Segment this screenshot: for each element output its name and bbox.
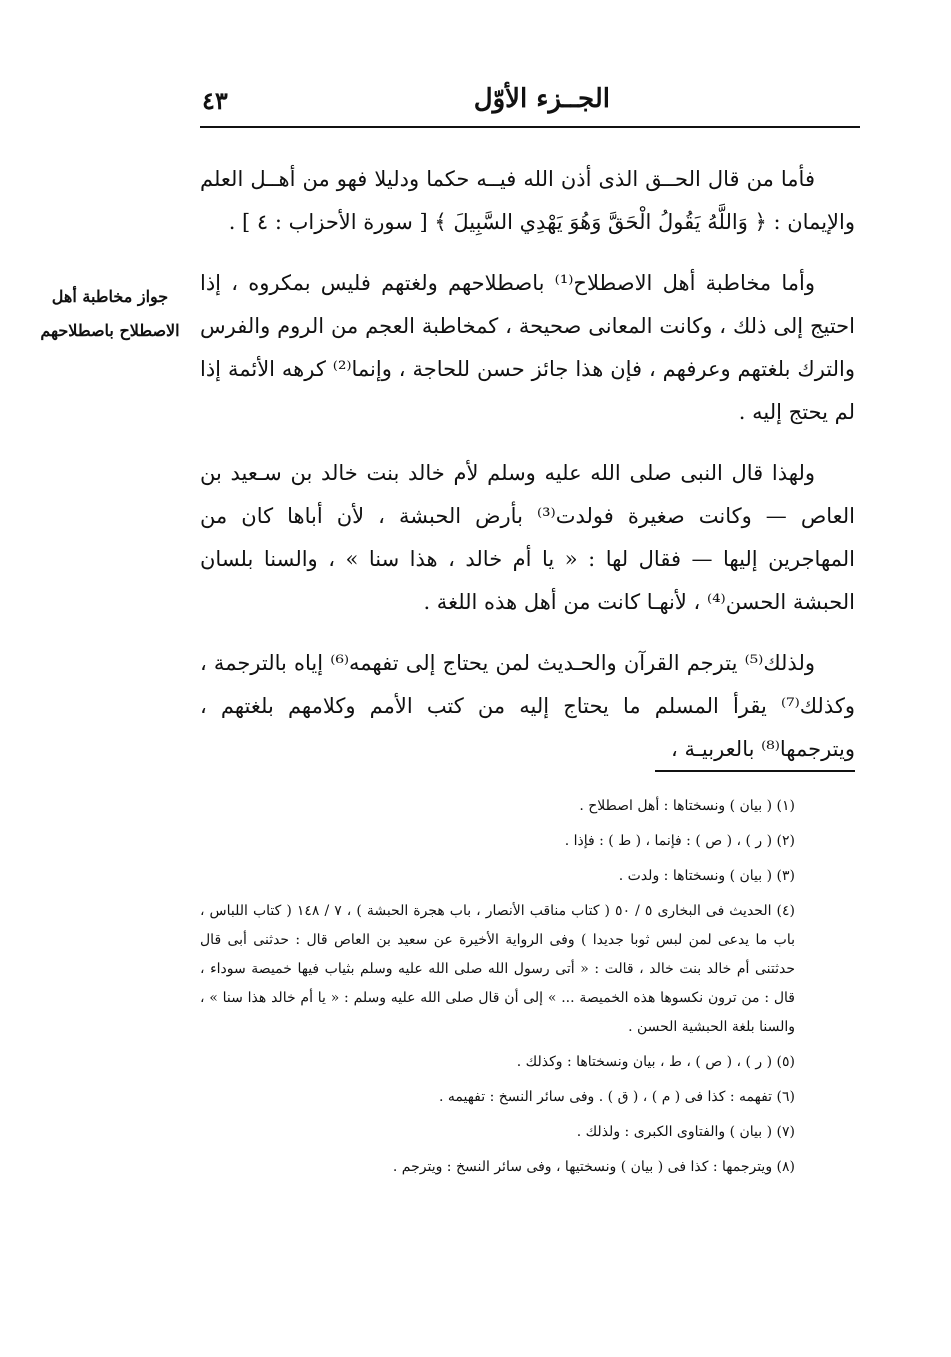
footnote: (٤) الحديث فى البخارى ٥ / ٥٠ ( كتاب مناقب الأنصار ، باب هجرة الحبشة ) ، ٧ / ١٤٨ ( كتاب اللباس ، باب ما يدعى لمن لبس ثوبا جديدا ) وفى الرواية الأخيرة عن سعيد بن العاص قال : حدثنى أبى قال حدثتنى أم خالد بنت خالد ، قالت : « أتى رسول الله صلى الله عليه وسلم بثياب فيها خميصة سوداء ، قال : من ترون نكسوها هذه الخميصة ... » إلى أن قال صلى الله عليه وسلم : « يا أم خالد هذا سنا » ، والسنا بلغة الحبشية الحسن . xyxy=(200,903,795,1035)
margin-note: جواز مخاطبة أهل الاصطلاح باصطلاحهم xyxy=(40,287,180,340)
body-paragraph: وأما مخاطبة أهل الاصطلاح⁽¹⁾ باصطلاحهم ولغتهم فليس بمكروه ، إذا احتيج إلى ذلك ، وكانت المعانى صحيحة ، كمخاطبة العجم من الروم والفرس والترك بلغتهم وعرفهم ، فإن هذا جائز حسن للحاجة ، وإنما⁽²⁾ كرهه الأئمة إذا لم يحتج إليه . xyxy=(200,271,856,424)
footnote: (٢) ( ر ) ، ( ص ) : فإنما ، ( ط ) : فإذا . xyxy=(564,833,795,849)
footnote: (٧) ( بيان ) والفتاوى الكبرى : ولذلك . xyxy=(576,1124,795,1140)
body-paragraph: فأما من قال الحــق الذى أذن الله فيــه حكما ودليلا فهو من أهــل العلم والإيمان : ﴿ وَاللَّهُ يَقُولُ الْحَقَّ وَهُوَ يَهْدِي السَّبِيلَ ﴾ [ سورة الأحزاب : ٤ ] . xyxy=(200,167,855,234)
footnote: (٨) ويترجمها : كذا فى ( بيان ) ونسختيها ، وفى سائر النسخ : ويترجم . xyxy=(392,1159,795,1175)
footnote: (١) ( بيان ) ونسختاها : أهل اصطلاح . xyxy=(579,798,795,814)
footnote: (٥) ( ر ) ، ( ص ) ، ط ، بيان ونسختاها : وكذلك . xyxy=(516,1054,795,1070)
body-paragraph: ولهذا قال النبى صلى الله عليه وسلم لأم خالد بنت خالد بن سـعيد بن العاص — وكانت صغيرة فولدت⁽³⁾ بأرض الحبشة ، لأن أباها كان من المهاجرين إليها — فقال لها : « يا أم خالد ، هذا سنا » ، والسنا بلسان الحبشة الحسن⁽⁴⁾ ، لأنهـا كانت من أهل هذه اللغة . xyxy=(200,461,855,614)
footnote: (٣) ( بيان ) ونسختاها : ولدت . xyxy=(618,868,795,884)
header-rule xyxy=(200,126,860,128)
body-paragraph: ولذلك⁽⁵⁾ يترجم القرآن والحـديث لمن يحتاج إلى تفهمه⁽⁶⁾ إياه بالترجمة ، وكذلك⁽⁷⁾ يقرأ المسلم ما يحتاج إليه من كتب الأمم وكلامهم بلغتهم ، ويترجمها⁽⁸⁾ بالعربيـة ، xyxy=(200,651,855,761)
running-header xyxy=(200,80,860,130)
chapter-title: الجــزء الأوّل xyxy=(473,84,610,114)
footnotes xyxy=(200,792,825,1182)
footnote: (٦) تفهمه : كذا فى ( م ) ، ( ق ) . وفى سائر النسخ : تفهيمه . xyxy=(439,1089,795,1105)
body-text xyxy=(200,158,855,789)
page-number: ٤٣ xyxy=(202,86,228,115)
footnote-separator xyxy=(655,770,855,772)
